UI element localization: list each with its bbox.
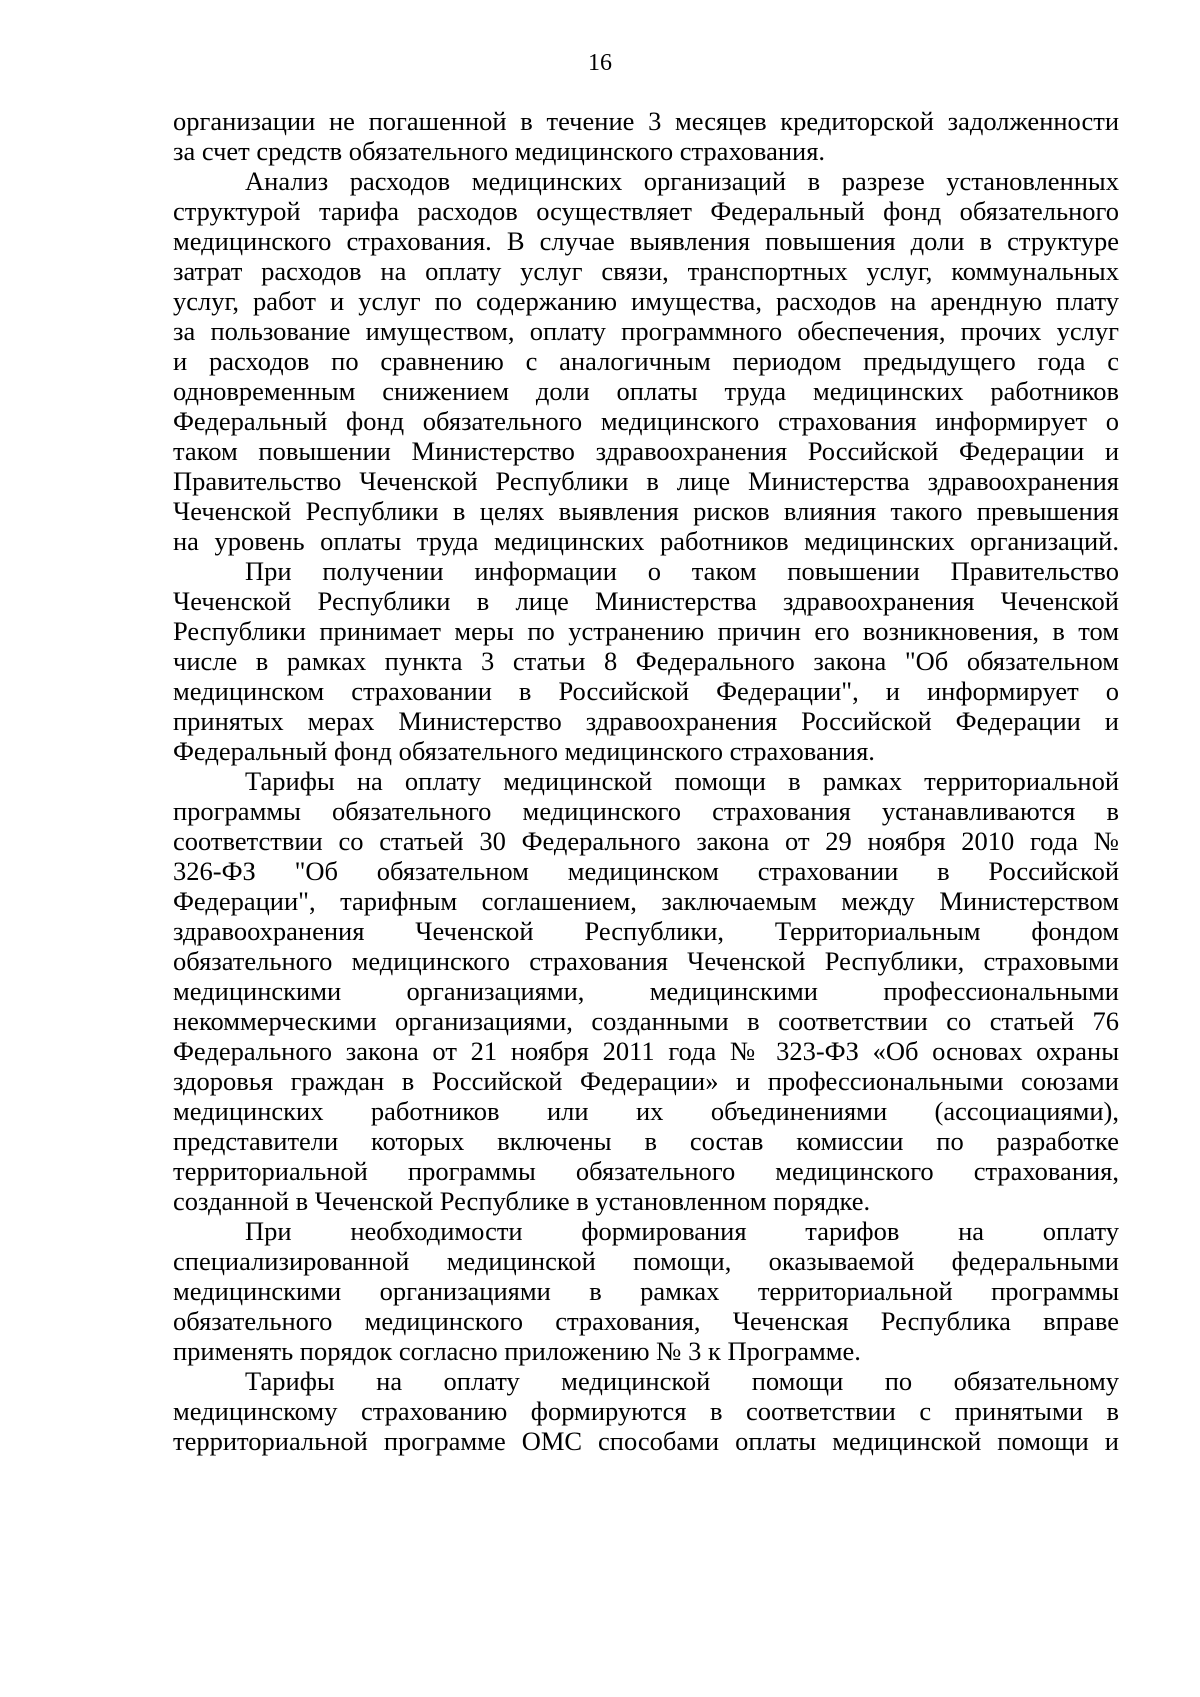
text-line: за счет средств обязательного медицинского страхования. <box>173 136 826 166</box>
document-body <box>173 106 1119 1456</box>
text-line: созданной в Чеченской Республике в установленном порядке. <box>173 1186 871 1216</box>
text-line: Чеченской Республики в целях выявления рисков влияния такого превышения <box>173 496 1119 526</box>
text-line: 326-ФЗ "Об обязательном медицинском страховании в Российской <box>173 856 1119 886</box>
text-line: Федеральный фонд обязательного медицинского страхования информирует о <box>173 406 1119 436</box>
text-line: медицинском страховании в Российской Федерации", и информирует о <box>173 676 1119 706</box>
text-line: Федерального закона от 21 ноября 2011 года № 323-ФЗ «Об основах охраны <box>173 1036 1119 1066</box>
paragraph <box>173 766 1119 1216</box>
text-line: обязательного медицинского страхования, Чеченская Республика вправе <box>173 1306 1119 1336</box>
text-line: на уровень оплаты труда медицинских работников медицинских организаций. <box>173 526 1119 556</box>
text-line: и расходов по сравнению с аналогичным периодом предыдущего года с <box>173 346 1119 376</box>
paragraph <box>173 556 1119 766</box>
page-number: 16 <box>588 50 612 76</box>
text-line: представители которых включены в состав комиссии по разработке <box>173 1126 1119 1156</box>
text-line: таком повышении Министерство здравоохранения Российской Федерации и <box>173 436 1119 466</box>
text-line: медицинскими организациями в рамках территориальной программы <box>173 1276 1119 1306</box>
paragraph <box>173 1366 1119 1456</box>
text-line: программы обязательного медицинского страхования устанавливаются в <box>173 796 1119 826</box>
text-line: некоммерческими организациями, созданными в соответствии со статьей 76 <box>173 1006 1119 1036</box>
text-line: принятых мерах Министерство здравоохранения Российской Федерации и <box>173 706 1119 736</box>
text-line: медицинского страхования. В случае выявления повышения доли в структуре <box>173 226 1119 256</box>
text-line: структурой тарифа расходов осуществляет Федеральный фонд обязательного <box>173 196 1119 226</box>
text-line: услуг, работ и услуг по содержанию имущества, расходов на арендную плату <box>173 286 1119 316</box>
text-line: обязательного медицинского страхования Чеченской Республики, страховыми <box>173 946 1119 976</box>
text-line: Анализ расходов медицинских организаций в разрезе установленных <box>245 166 1119 196</box>
text-line: организации не погашенной в течение 3 месяцев кредиторской задолженности <box>173 106 1119 136</box>
text-line: Федерации", тарифным соглашением, заключаемым между Министерством <box>173 886 1119 916</box>
text-line: Тарифы на оплату медицинской помощи по обязательному <box>245 1366 1119 1396</box>
text-line: При необходимости формирования тарифов на оплату <box>245 1216 1119 1246</box>
text-line: Федеральный фонд обязательного медицинского страхования. <box>173 736 875 766</box>
text-line: территориальной программе ОМС способами оплаты медицинской помощи и <box>173 1426 1119 1456</box>
text-line: здоровья граждан в Российской Федерации» и профессиональными союзами <box>173 1066 1119 1096</box>
text-line: медицинскому страхованию формируются в соответствии с принятыми в <box>173 1396 1119 1426</box>
text-line: соответствии со статьей 30 Федерального закона от 29 ноября 2010 года № <box>173 826 1119 856</box>
text-line: специализированной медицинской помощи, оказываемой федеральными <box>173 1246 1119 1276</box>
paragraph <box>173 1216 1119 1366</box>
text-line: Правительство Чеченской Республики в лице Министерства здравоохранения <box>173 466 1119 496</box>
text-line: за пользование имуществом, оплату программного обеспечения, прочих услуг <box>173 316 1119 346</box>
text-line: числе в рамках пункта 3 статьи 8 Федерального закона "Об обязательном <box>173 646 1119 676</box>
text-line: затрат расходов на оплату услуг связи, транспортных услуг, коммунальных <box>173 256 1119 286</box>
text-line: При получении информации о таком повышении Правительство <box>245 556 1119 586</box>
text-line: медицинских работников или их объединениями (ассоциациями), <box>173 1096 1119 1126</box>
text-line: одновременным снижением доли оплаты труда медицинских работников <box>173 376 1119 406</box>
text-line: здравоохранения Чеченской Республики, Территориальным фондом <box>173 916 1119 946</box>
text-line: применять порядок согласно приложению № 3 к Программе. <box>173 1336 861 1366</box>
text-line: Республики принимает меры по устранению причин его возникновения, в том <box>173 616 1119 646</box>
paragraph <box>173 166 1119 556</box>
text-line: территориальной программы обязательного медицинского страхования, <box>173 1156 1119 1186</box>
text-line: Тарифы на оплату медицинской помощи в рамках территориальной <box>245 766 1119 796</box>
text-line: Чеченской Республики в лице Министерства здравоохранения Чеченской <box>173 586 1119 616</box>
text-line: медицинскими организациями, медицинскими профессиональными <box>173 976 1119 1006</box>
paragraph <box>173 106 1119 166</box>
